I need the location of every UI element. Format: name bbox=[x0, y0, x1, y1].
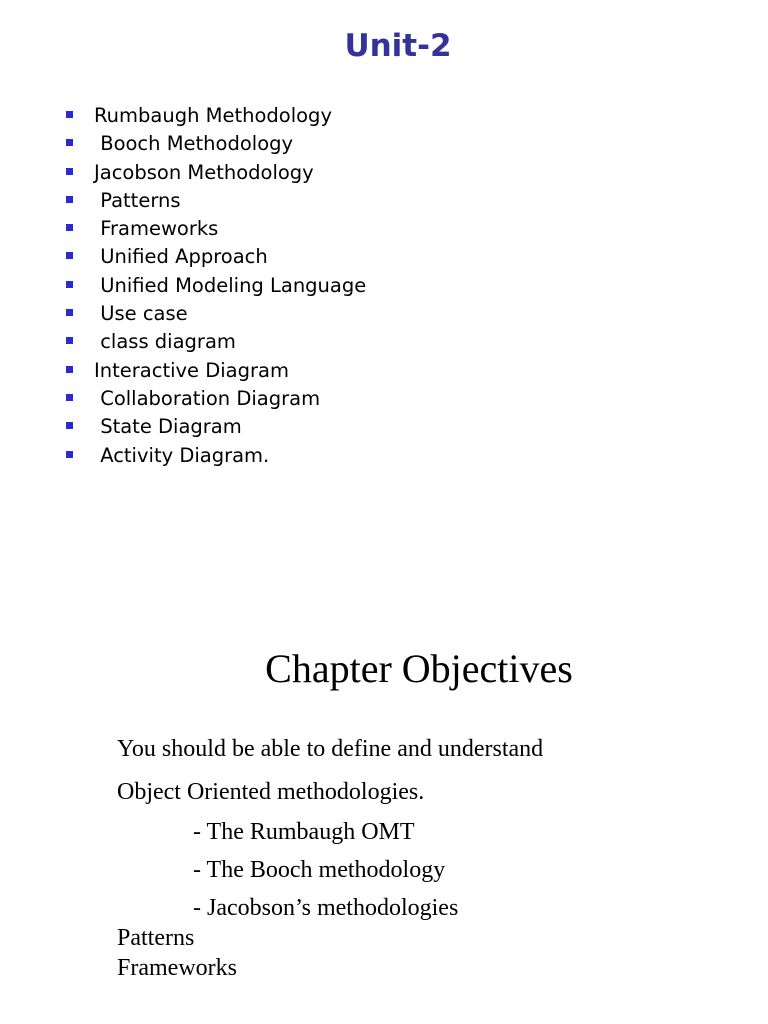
topic-label: Rumbaugh Methodology bbox=[94, 104, 332, 127]
objective-booch: - The Booch methodology bbox=[193, 857, 446, 883]
topic-label: Use case bbox=[94, 302, 188, 326]
topic-item-rumbaugh bbox=[0, 103, 332, 131]
topic-label: Jacobson Methodology bbox=[94, 160, 314, 184]
objective-jacobson: - Jacobson’s methodologies bbox=[193, 895, 459, 921]
topic-label: Interactive Diagram bbox=[94, 358, 289, 382]
topic-label: State Diagram bbox=[94, 415, 242, 439]
square-bullet-icon bbox=[66, 309, 73, 316]
square-bullet-icon bbox=[66, 168, 73, 175]
square-bullet-icon bbox=[66, 394, 73, 401]
topic-label: class diagram bbox=[94, 330, 236, 354]
square-bullet-icon bbox=[66, 422, 73, 429]
square-bullet-icon bbox=[66, 366, 73, 373]
objectives-subtitle: Object Oriented methodologies. bbox=[117, 779, 425, 805]
topic-label: Collaboration Diagram bbox=[94, 386, 321, 410]
topic-item-patterns bbox=[0, 188, 181, 216]
square-bullet-icon bbox=[66, 451, 73, 458]
topic-label: Frameworks bbox=[94, 217, 219, 241]
square-bullet-icon bbox=[66, 224, 73, 231]
square-bullet-icon bbox=[66, 139, 73, 146]
topic-label: Booch Methodology bbox=[94, 132, 294, 156]
square-bullet-icon bbox=[66, 252, 73, 259]
topic-item-collaboration-diagram bbox=[0, 386, 321, 414]
unit-title: Unit-2 bbox=[344, 28, 452, 64]
topic-list bbox=[0, 103, 367, 471]
objective-patterns: Patterns bbox=[117, 925, 195, 951]
objectives-intro: You should be able to define and understand bbox=[117, 736, 544, 762]
square-bullet-icon bbox=[66, 281, 73, 288]
topic-item-jacobson bbox=[0, 160, 314, 188]
objective-rumbaugh: - The Rumbaugh OMT bbox=[193, 819, 415, 845]
topic-item-booch bbox=[0, 131, 294, 159]
topic-item-state-diagram bbox=[0, 414, 242, 442]
topic-item-frameworks bbox=[0, 216, 219, 244]
square-bullet-icon bbox=[66, 337, 73, 344]
topic-item-class-diagram bbox=[0, 329, 236, 357]
topic-item-activity-diagram bbox=[0, 443, 270, 471]
topic-label: Activity Diagram. bbox=[94, 443, 270, 467]
topic-item-unified-approach bbox=[0, 244, 268, 272]
topic-item-interactive-diagram bbox=[0, 358, 289, 386]
objective-frameworks: Frameworks bbox=[117, 955, 237, 981]
topic-label: Patterns bbox=[94, 188, 181, 212]
square-bullet-icon bbox=[66, 196, 73, 203]
topic-label: Unified Approach bbox=[94, 245, 268, 269]
square-bullet-icon bbox=[66, 111, 73, 118]
chapter-heading: Chapter Objectives bbox=[265, 646, 573, 691]
topic-label: Unified Modeling Language bbox=[94, 273, 367, 297]
topic-item-use-case bbox=[0, 301, 188, 329]
topic-item-uml bbox=[0, 273, 367, 301]
